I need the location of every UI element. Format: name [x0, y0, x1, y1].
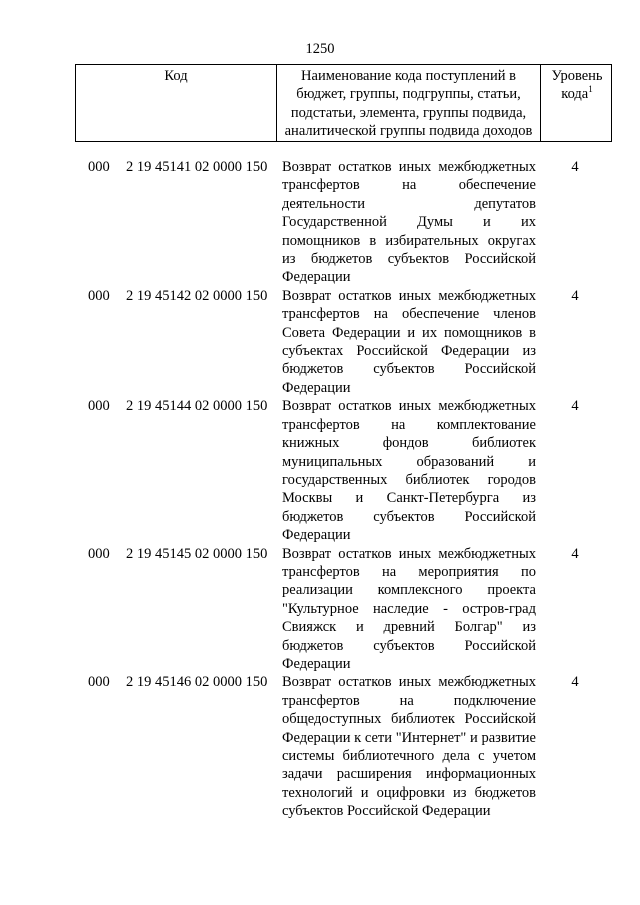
- header-name: Наименование кода поступлений в бюджет, группы, подгруппы, статьи, подстатьи, элемента, группы подвида, аналитической группы подвида доходов: [277, 65, 541, 141]
- revenue-name: Возврат остатков иных межбюджетных трансфертов на мероприятия по реализации комплексного проекта "Культурное наследие - остров-град Свияжск и древний Болгар" из бюджетов субъектов Российской Федерации: [282, 545, 536, 672]
- main-admin-code: 000: [88, 287, 110, 304]
- revenue-name: Возврат остатков иных межбюджетных трансфертов на обеспечение членов Совета Федерации и их помощников в субъектах Российской Федерации из бюджетов субъектов Российской Федерации: [282, 287, 536, 396]
- main-admin-code: 000: [88, 545, 110, 562]
- header-level-label: Уровень кода: [551, 68, 603, 103]
- revenue-name: Возврат остатков иных межбюджетных трансфертов на комплектование книжных фондов библиотек муниципальных образований и государственных библиотек городов Москвы и Санкт-Петербурга из бюджетов субъектов Российской Федерации: [282, 398, 536, 544]
- page-number: 1250: [305, 41, 335, 57]
- table-body: [0, 158, 640, 821]
- revenue-code: 2 19 45142 02 0000 150: [126, 287, 268, 304]
- header-level: [541, 65, 613, 141]
- code-level: 4: [571, 287, 579, 304]
- revenue-code: 2 19 45146 02 0000 150: [126, 674, 268, 691]
- main-admin-code: 000: [88, 398, 110, 415]
- table-row: [0, 158, 640, 287]
- header-level-footnote: 1: [588, 84, 593, 95]
- revenue-code: 2 19 45144 02 0000 150: [126, 398, 268, 415]
- table-row: [0, 673, 640, 820]
- table-row: [0, 545, 640, 674]
- revenue-code: 2 19 45145 02 0000 150: [126, 545, 268, 562]
- revenue-code: 2 19 45141 02 0000 150: [126, 159, 268, 175]
- code-level: 4: [571, 674, 579, 691]
- code-level: 4: [571, 159, 579, 175]
- main-admin-code: 000: [88, 159, 110, 175]
- revenue-name: Возврат остатков иных межбюджетных трансфертов на подключение общедоступных библиотек Российской Федерации к сети "Интернет" и развитие системы библиотечного дела с учетом задачи расширения информационных технологий и оцифровки из бюджетов субъектов Российской Федерации: [282, 674, 536, 820]
- table-row: [0, 397, 640, 544]
- revenue-name: Возврат остатков иных межбюджетных трансфертов на обеспечение деятельности депутатов Государственной Думы и их помощников в избирательных округах из бюджетов субъектов Российской Федерации: [282, 159, 536, 286]
- table-row: [0, 287, 640, 397]
- header-code: Код: [76, 65, 277, 141]
- table-header: [75, 64, 612, 142]
- code-level: 4: [571, 545, 579, 562]
- main-admin-code: 000: [88, 674, 110, 691]
- code-level: 4: [571, 398, 579, 415]
